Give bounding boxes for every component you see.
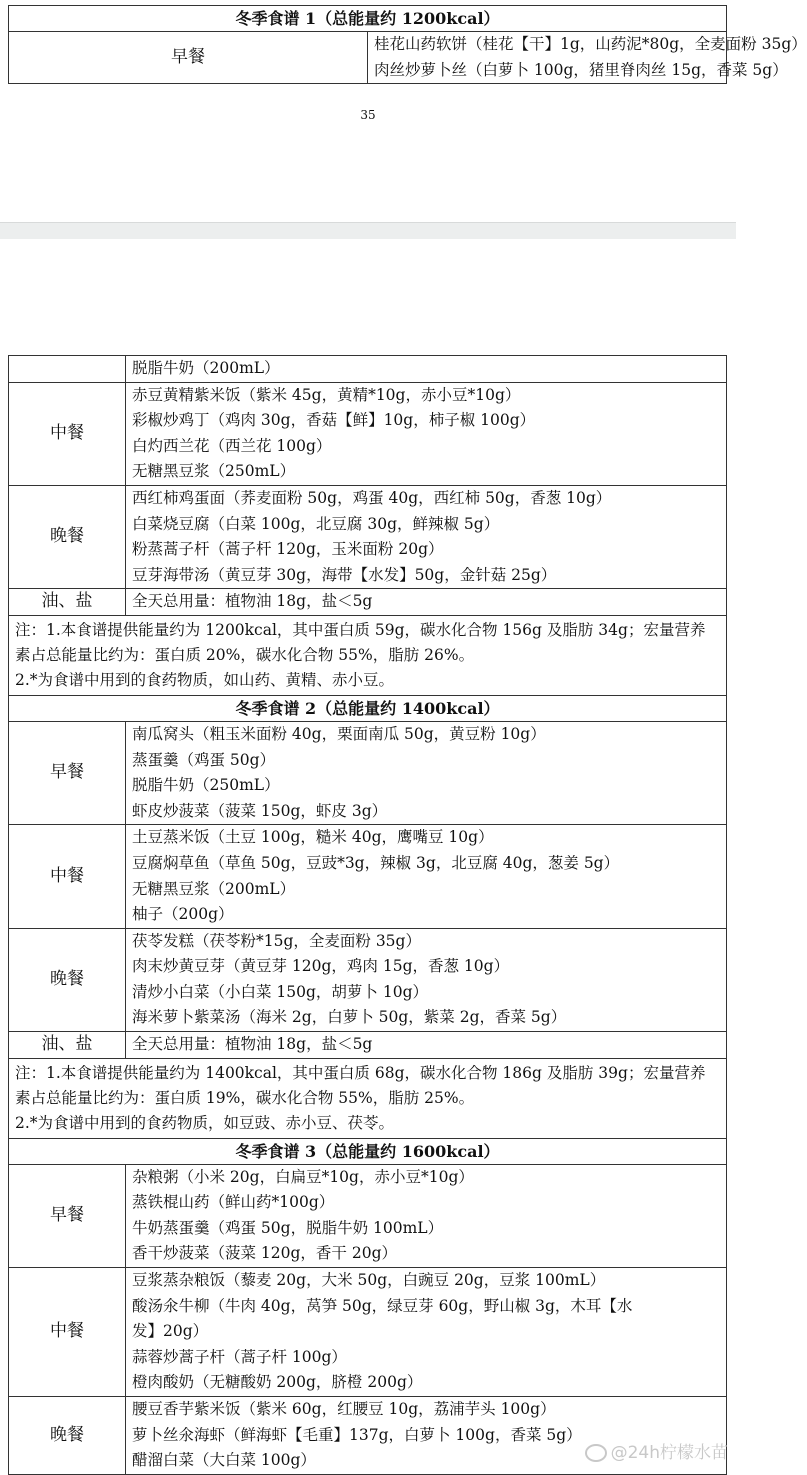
page-gap (0, 222, 736, 240)
list-item: 蒸蛋羹（鸡蛋 50g） (132, 750, 276, 769)
list-item: 粉蒸蒿子杆（蒿子杆 120g，玉米面粉 20g） (132, 540, 444, 559)
list-item: 醋溜白菜（大白菜 100g） (132, 1451, 316, 1470)
menu3-breakfast-items (126, 1164, 727, 1267)
menu1-note (9, 615, 727, 695)
list-item: 蒸铁棍山药（鲜山药*100g） (132, 1193, 335, 1212)
menu3-dinner-label: 晚餐 (9, 1397, 126, 1475)
menu1-lunch-items (126, 382, 727, 485)
weibo-logo-icon (585, 1444, 607, 1462)
list-item: 蒜蓉炒蒿子杆（蒿子杆 100g） (132, 1347, 347, 1366)
list-item: 无糖黑豆浆（200mL） (132, 879, 296, 898)
menu2-title: 冬季食谱 2（总能量约 1400kcal） (9, 695, 727, 721)
note-line: 2.*为食谱中用到的食药物质，如豆豉、赤小豆、茯苓。 (15, 1113, 395, 1132)
page-number: 35 (360, 108, 376, 122)
menu2-breakfast-label: 早餐 (9, 721, 126, 824)
list-item: 柚子（200g） (132, 905, 234, 924)
list-item: 肉丝炒萝卜丝（白萝卜 100g，猪里脊肉丝 15g，香菜 5g） (374, 60, 788, 79)
menu3-lunch-label: 中餐 (9, 1268, 126, 1397)
menu-table (8, 355, 727, 1475)
list-item: 酸汤氽牛柳（牛肉 40g，莴笋 50g，绿豆芽 60g，野山椒 3g，木耳【水 (132, 1296, 633, 1315)
list-item: 橙肉酸奶（无糖酸奶 200g，脐橙 200g） (132, 1373, 423, 1392)
list-item: 赤豆黄精紫米饭（紫米 45g，黄精*10g，赤小豆*10g） (132, 385, 521, 404)
menu2-lunch-items (126, 825, 727, 928)
list-item: 香干炒菠菜（菠菜 120g，香干 20g） (132, 1244, 398, 1263)
watermark-text: @24h柠檬水苗 (610, 1443, 728, 1463)
menu1-oil-text: 全天总用量：植物油 18g，盐＜5g (126, 589, 727, 616)
menu2-breakfast-items (126, 721, 727, 824)
menu2-oil-label: 油、盐 (9, 1032, 126, 1059)
list-item: 彩椒炒鸡丁（鸡肉 30g，香菇【鲜】10g，柿子椒 100g） (132, 411, 536, 430)
list-item: 茯苓发糕（茯苓粉*15g，全麦面粉 35g） (132, 931, 421, 950)
page-35 (0, 0, 807, 222)
menu1-breakfast-items (368, 32, 807, 84)
list-item: 南瓜窝头（粗玉米面粉 40g，栗面南瓜 50g，黄豆粉 10g） (132, 724, 546, 743)
list-item: 土豆蒸米饭（土豆 100g，糙米 40g，鹰嘴豆 10g） (132, 828, 494, 847)
list-item: 豆芽海带汤（黄豆芽 30g，海带【水发】50g，金针菇 25g） (132, 565, 557, 584)
menu1-breakfast-cont (126, 356, 727, 383)
list-item: 海米萝卜紫菜汤（海米 2g，白萝卜 50g，紫菜 2g，香菜 5g） (132, 1008, 567, 1027)
menu1-lunch-label: 中餐 (9, 382, 126, 485)
menu1-title: 冬季食谱 1（总能量约 1200kcal） (9, 6, 727, 32)
note-line: 2.*为食谱中用到的食药物质，如山药、黄精、赤小豆。 (15, 670, 395, 689)
watermark (585, 1438, 728, 1463)
list-item: 虾皮炒菠菜（菠菜 150g，虾皮 3g） (132, 801, 388, 820)
list-item: 豆腐焖草鱼（草鱼 50g，豆豉*3g，辣椒 3g，北豆腐 40g，葱姜 5g） (132, 853, 620, 872)
list-item: 脱脂牛奶（200mL） (132, 359, 280, 377)
note-line: 注：1.本食谱提供能量约为 1200kcal，其中蛋白质 59g，碳水化合物 156g 及脂肪 34g；宏量营养素占总能量比约为：蛋白质 20%，碳水化合物 55%，脂肪 26%。 (15, 620, 706, 664)
list-item: 无糖黑豆浆（250mL） (132, 462, 296, 481)
menu1-dinner-items (126, 485, 727, 588)
list-item: 清炒小白菜（小白菜 150g，胡萝卜 10g） (132, 982, 429, 1001)
menu3-lunch-items (126, 1268, 727, 1397)
menu1-dinner-label: 晚餐 (9, 485, 126, 588)
list-item: 肉末炒黄豆芽（黄豆芽 120g，鸡肉 15g，香葱 10g） (132, 957, 510, 976)
menu1-oil-label: 油、盐 (9, 589, 126, 616)
list-item: 桂花山药软饼（桂花【干】1g，山药泥*80g，全麦面粉 35g） (374, 35, 807, 53)
menu2-note (9, 1058, 727, 1138)
menu2-lunch-label: 中餐 (9, 825, 126, 928)
menu2-oil-text: 全天总用量：植物油 18g，盐＜5g (126, 1032, 727, 1059)
list-item: 脱脂牛奶（250mL） (132, 776, 280, 795)
menu1-table-head (8, 5, 807, 84)
page-36 (0, 239, 736, 1470)
menu1-breakfast-cont-label (9, 356, 126, 383)
list-item: 腰豆香芋紫米饭（紫米 60g，红腰豆 10g，荔浦芋头 100g） (132, 1400, 556, 1418)
menu3-title: 冬季食谱 3（总能量约 1600kcal） (9, 1138, 727, 1164)
list-item: 西红柿鸡蛋面（荞麦面粉 50g，鸡蛋 40g，西红柿 50g，香葱 10g） (132, 488, 612, 507)
list-item: 白灼西兰花（西兰花 100g） (132, 436, 332, 455)
list-item: 萝卜丝氽海虾（鲜海虾【毛重】137g，白萝卜 100g，香菜 5g） (132, 1425, 582, 1444)
list-item: 豆浆蒸杂粮饭（藜麦 20g，大米 50g，白豌豆 20g，豆浆 100mL） (132, 1271, 606, 1290)
menu1-breakfast-label: 早餐 (9, 32, 368, 84)
list-item: 牛奶蒸蛋羹（鸡蛋 50g，脱脂牛奶 100mL） (132, 1218, 444, 1237)
menu2-dinner-items (126, 928, 727, 1031)
list-item: 杂粮粥（小米 20g，白扁豆*10g，赤小豆*10g） (132, 1167, 474, 1186)
menu2-dinner-label: 晚餐 (9, 928, 126, 1031)
note-line: 注：1.本食谱提供能量约为 1400kcal，其中蛋白质 68g，碳水化合物 186g 及脂肪 39g；宏量营养素占总能量比约为：蛋白质 19%，碳水化合物 55%，脂肪 25%。 (15, 1063, 706, 1107)
menu3-breakfast-label: 早餐 (9, 1164, 126, 1267)
list-item: 白菜烧豆腐（白菜 100g，北豆腐 30g，鲜辣椒 5g） (132, 514, 500, 533)
list-item: 发】20g） (132, 1322, 209, 1341)
